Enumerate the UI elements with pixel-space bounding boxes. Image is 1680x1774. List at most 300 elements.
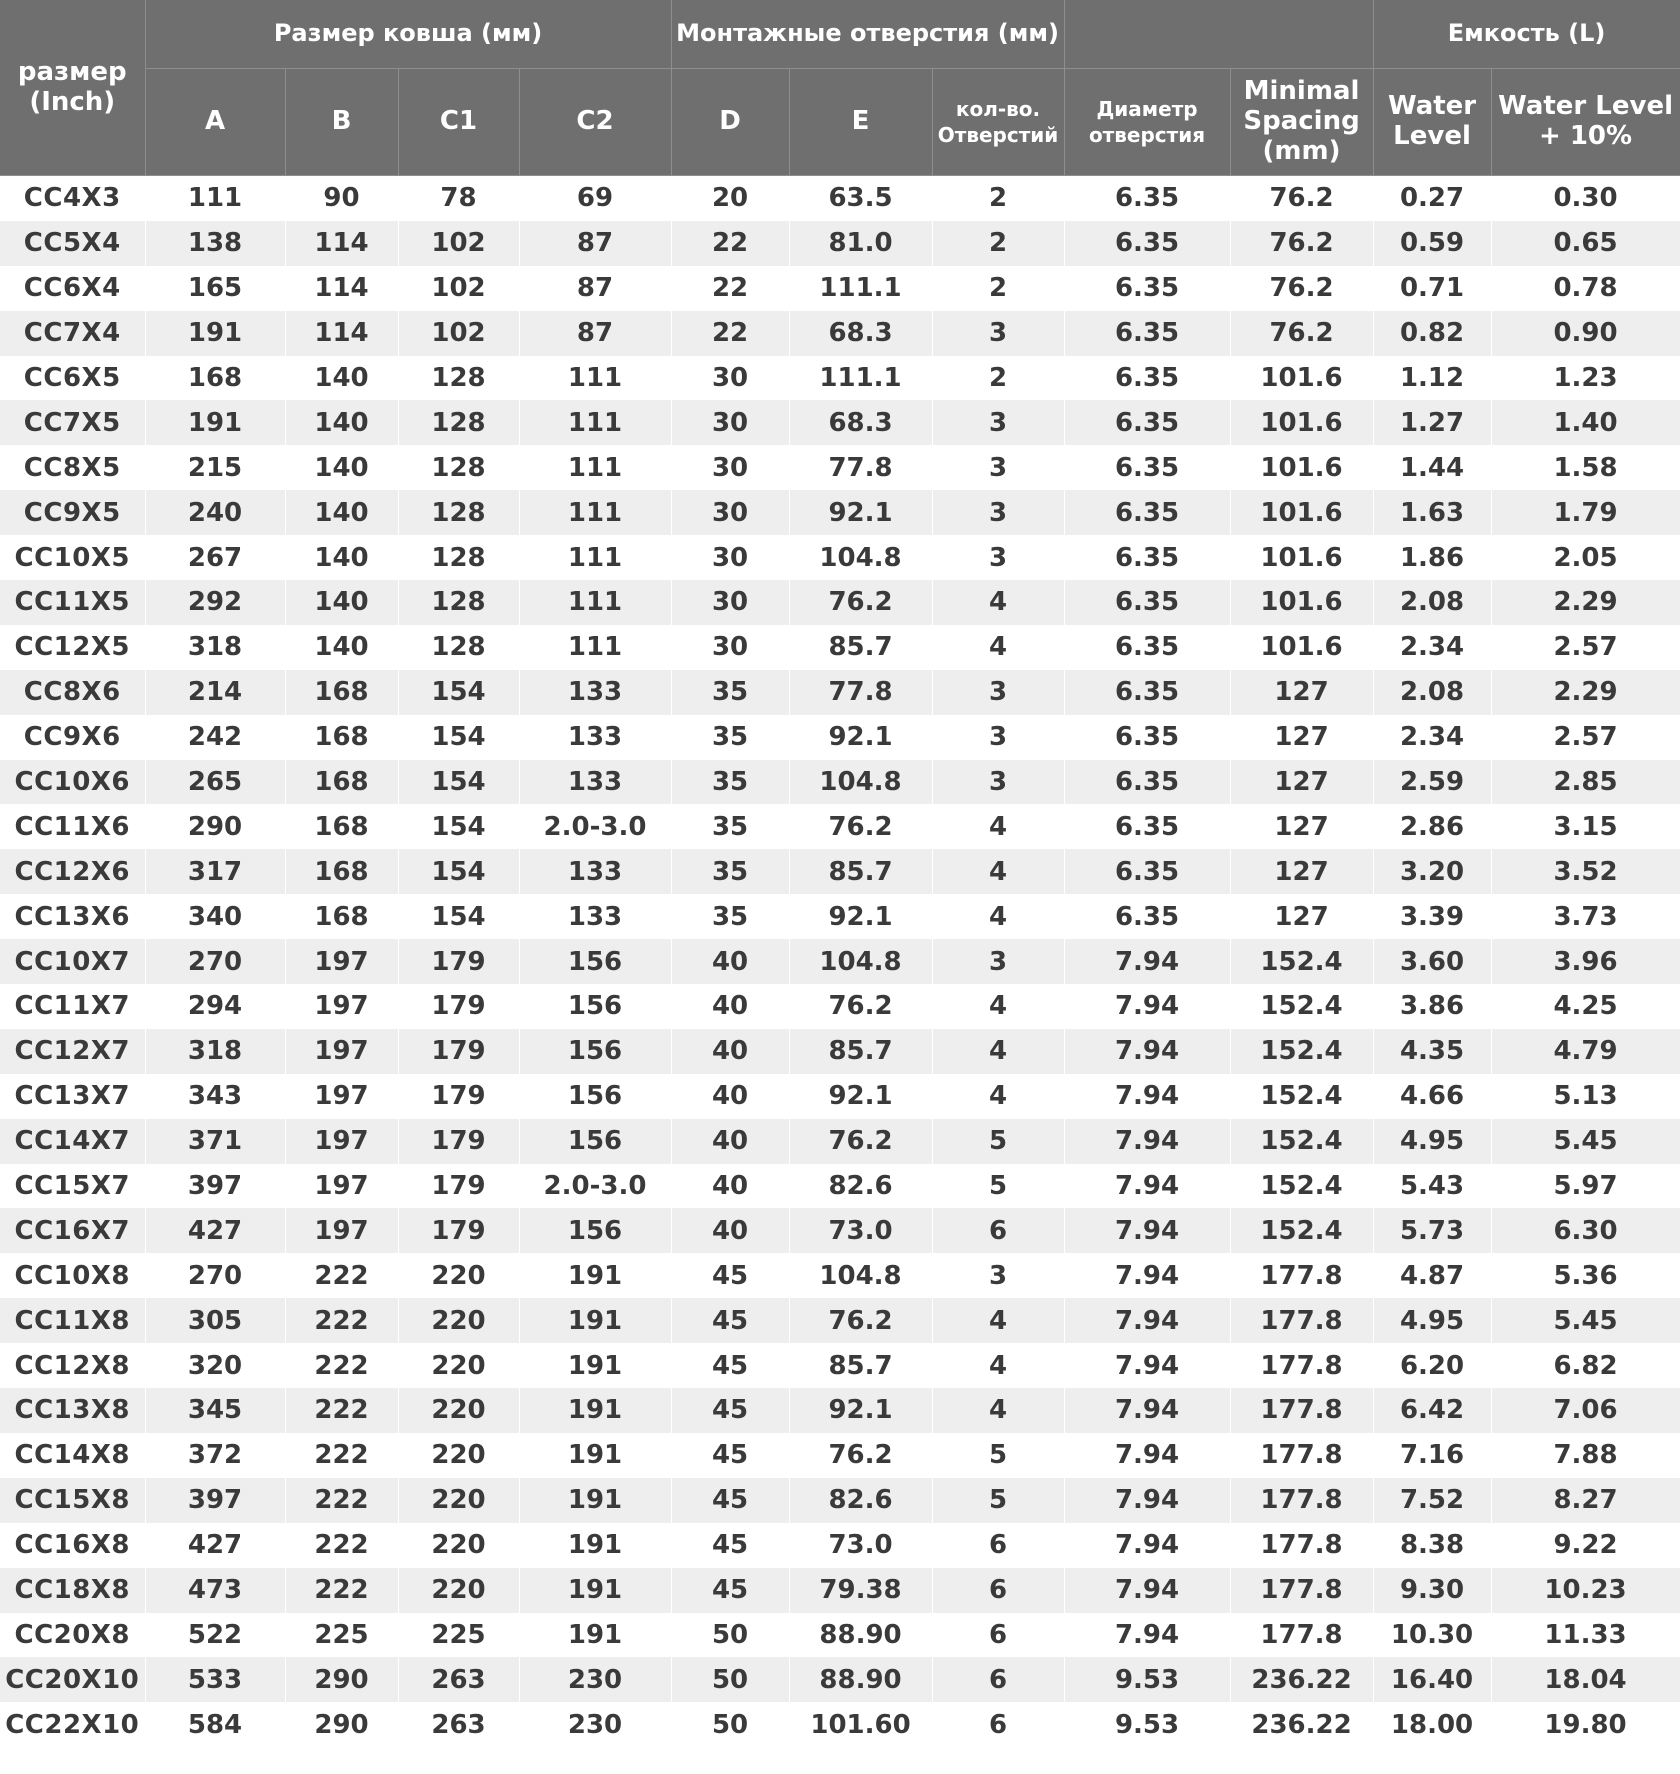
cell-hole-count: 6 (932, 1208, 1064, 1253)
cell-water-level: 2.59 (1373, 760, 1491, 805)
cell-size: CC8X6 (0, 670, 145, 715)
cell-size: CC7X4 (0, 311, 145, 356)
cell-size: CC11X5 (0, 580, 145, 625)
cell-water-level-10: 3.96 (1491, 939, 1680, 984)
table-row (0, 1568, 1680, 1613)
cell-water-level: 2.34 (1373, 625, 1491, 670)
cell-c1: 154 (398, 894, 519, 939)
table-row (0, 625, 1680, 670)
cell-hole-diameter: 6.35 (1064, 400, 1230, 445)
cell-b: 140 (285, 535, 398, 580)
cell-a: 191 (145, 311, 285, 356)
cell-d: 40 (671, 1164, 789, 1209)
cell-water-level-10: 6.82 (1491, 1343, 1680, 1388)
cell-a: 214 (145, 670, 285, 715)
cell-hole-count: 3 (932, 715, 1064, 760)
cell-e: 63.5 (789, 176, 932, 221)
cell-water-level: 3.20 (1373, 849, 1491, 894)
blank-group-header (1064, 0, 1373, 69)
cell-c1: 102 (398, 221, 519, 266)
cell-d: 35 (671, 894, 789, 939)
cell-hole-count: 3 (932, 760, 1064, 805)
cell-e: 73.0 (789, 1523, 932, 1568)
table-row (0, 1119, 1680, 1164)
cell-hole-diameter: 6.35 (1064, 625, 1230, 670)
cell-e: 104.8 (789, 760, 932, 805)
cell-hole-diameter: 6.35 (1064, 535, 1230, 580)
table-row (0, 1657, 1680, 1702)
cell-hole-count: 5 (932, 1164, 1064, 1209)
cell-min-spacing: 177.8 (1230, 1388, 1373, 1433)
cell-d: 30 (671, 535, 789, 580)
cell-c2: 191 (519, 1613, 671, 1658)
cell-e: 104.8 (789, 1253, 932, 1298)
cell-hole-diameter: 6.35 (1064, 176, 1230, 221)
table-row (0, 1253, 1680, 1298)
size-header: размер (Inch) (0, 0, 145, 176)
cell-b: 197 (285, 1074, 398, 1119)
cell-b: 168 (285, 804, 398, 849)
col-header-min-spacing: Minimal Spacing (mm) (1230, 69, 1373, 176)
cell-a: 168 (145, 356, 285, 401)
cell-c1: 102 (398, 266, 519, 311)
cell-min-spacing: 127 (1230, 849, 1373, 894)
table-row (0, 1164, 1680, 1209)
cell-min-spacing: 101.6 (1230, 625, 1373, 670)
cell-hole-count: 3 (932, 535, 1064, 580)
cell-a: 473 (145, 1568, 285, 1613)
cell-e: 104.8 (789, 535, 932, 580)
cell-min-spacing: 236.22 (1230, 1702, 1373, 1747)
cell-hole-count: 4 (932, 894, 1064, 939)
cell-size: CC12X8 (0, 1343, 145, 1388)
cell-hole-diameter: 6.35 (1064, 804, 1230, 849)
cell-min-spacing: 177.8 (1230, 1298, 1373, 1343)
cell-a: 397 (145, 1478, 285, 1523)
cell-size: CC18X8 (0, 1568, 145, 1613)
cell-d: 20 (671, 176, 789, 221)
cell-c2: 156 (519, 1029, 671, 1074)
cell-d: 45 (671, 1253, 789, 1298)
cell-water-level-10: 8.27 (1491, 1478, 1680, 1523)
cell-b: 140 (285, 356, 398, 401)
cell-hole-count: 6 (932, 1568, 1064, 1613)
cell-hole-diameter: 6.35 (1064, 670, 1230, 715)
cell-d: 35 (671, 849, 789, 894)
cell-min-spacing: 152.4 (1230, 1119, 1373, 1164)
cell-d: 50 (671, 1613, 789, 1658)
cell-d: 40 (671, 939, 789, 984)
cell-c2: 111 (519, 445, 671, 490)
cell-water-level: 9.30 (1373, 1568, 1491, 1613)
table-row (0, 760, 1680, 805)
cell-c1: 128 (398, 356, 519, 401)
cell-min-spacing: 127 (1230, 760, 1373, 805)
cell-water-level: 6.20 (1373, 1343, 1491, 1388)
cell-c1: 128 (398, 580, 519, 625)
cell-c1: 154 (398, 760, 519, 805)
cell-c2: 230 (519, 1657, 671, 1702)
cell-e: 68.3 (789, 400, 932, 445)
cell-water-level: 2.08 (1373, 670, 1491, 715)
table-row (0, 984, 1680, 1029)
cell-c1: 220 (398, 1253, 519, 1298)
cell-size: CC11X6 (0, 804, 145, 849)
cell-c2: 2.0-3.0 (519, 804, 671, 849)
cell-d: 35 (671, 760, 789, 805)
cell-water-level: 0.82 (1373, 311, 1491, 356)
cell-hole-diameter: 6.35 (1064, 445, 1230, 490)
cell-c2: 191 (519, 1478, 671, 1523)
table-row (0, 1613, 1680, 1658)
cell-c1: 128 (398, 400, 519, 445)
cell-hole-diameter: 7.94 (1064, 939, 1230, 984)
cell-size: CC20X8 (0, 1613, 145, 1658)
cell-water-level-10: 0.65 (1491, 221, 1680, 266)
cell-c1: 225 (398, 1613, 519, 1658)
col-header-c2: C2 (519, 69, 671, 176)
cell-d: 30 (671, 490, 789, 535)
cell-min-spacing: 101.6 (1230, 356, 1373, 401)
cell-d: 45 (671, 1478, 789, 1523)
table-row (0, 1074, 1680, 1119)
cell-water-level-10: 2.29 (1491, 580, 1680, 625)
cell-a: 242 (145, 715, 285, 760)
table-row (0, 1388, 1680, 1433)
cell-min-spacing: 177.8 (1230, 1343, 1373, 1388)
table-row (0, 580, 1680, 625)
cell-size: CC10X5 (0, 535, 145, 580)
cell-d: 45 (671, 1343, 789, 1388)
cell-c1: 179 (398, 1208, 519, 1253)
cell-c1: 220 (398, 1568, 519, 1613)
cell-water-level: 3.39 (1373, 894, 1491, 939)
cell-b: 90 (285, 176, 398, 221)
mounting-holes-group-header: Монтажные отверстия (мм) (671, 0, 1064, 69)
cell-e: 88.90 (789, 1613, 932, 1658)
col-header-water-level-10: Water Level + 10% (1491, 69, 1680, 176)
cell-hole-count: 6 (932, 1702, 1064, 1747)
cell-hole-count: 4 (932, 580, 1064, 625)
cell-min-spacing: 127 (1230, 715, 1373, 760)
cell-hole-diameter: 7.94 (1064, 1568, 1230, 1613)
cell-hole-diameter: 7.94 (1064, 1164, 1230, 1209)
cell-e: 92.1 (789, 894, 932, 939)
cell-d: 30 (671, 580, 789, 625)
cell-b: 197 (285, 1119, 398, 1164)
cell-min-spacing: 152.4 (1230, 1074, 1373, 1119)
cell-water-level: 1.12 (1373, 356, 1491, 401)
cell-a: 215 (145, 445, 285, 490)
cell-a: 345 (145, 1388, 285, 1433)
cell-c1: 102 (398, 311, 519, 356)
cell-size: CC11X8 (0, 1298, 145, 1343)
cell-water-level-10: 2.57 (1491, 715, 1680, 760)
cell-hole-diameter: 7.94 (1064, 1613, 1230, 1658)
cell-min-spacing: 101.6 (1230, 400, 1373, 445)
cell-c1: 128 (398, 625, 519, 670)
cell-size: CC12X5 (0, 625, 145, 670)
cell-e: 111.1 (789, 266, 932, 311)
cell-c2: 191 (519, 1253, 671, 1298)
cell-c1: 263 (398, 1702, 519, 1747)
cell-hole-count: 4 (932, 1298, 1064, 1343)
cell-c2: 111 (519, 400, 671, 445)
cell-hole-diameter: 6.35 (1064, 760, 1230, 805)
cell-water-level-10: 5.13 (1491, 1074, 1680, 1119)
cell-water-level-10: 4.79 (1491, 1029, 1680, 1074)
cell-a: 533 (145, 1657, 285, 1702)
cell-c2: 156 (519, 1074, 671, 1119)
cell-size: CC9X6 (0, 715, 145, 760)
cell-min-spacing: 177.8 (1230, 1253, 1373, 1298)
cell-hole-diameter: 9.53 (1064, 1702, 1230, 1747)
cell-a: 397 (145, 1164, 285, 1209)
cell-hole-diameter: 9.53 (1064, 1657, 1230, 1702)
col-header-hole-diameter: Диаметр отверстия (1064, 69, 1230, 176)
cell-size: CC12X6 (0, 849, 145, 894)
cell-size: CC5X4 (0, 221, 145, 266)
capacity-group-header: Емкость (L) (1373, 0, 1680, 69)
cell-size: CC10X7 (0, 939, 145, 984)
table-row (0, 1343, 1680, 1388)
cell-water-level-10: 1.23 (1491, 356, 1680, 401)
cell-hole-diameter: 6.35 (1064, 580, 1230, 625)
cell-b: 114 (285, 221, 398, 266)
cell-min-spacing: 76.2 (1230, 311, 1373, 356)
cell-hole-diameter: 7.94 (1064, 1253, 1230, 1298)
cell-a: 522 (145, 1613, 285, 1658)
col-header-a: A (145, 69, 285, 176)
cell-d: 35 (671, 715, 789, 760)
cell-hole-count: 5 (932, 1478, 1064, 1523)
cell-e: 77.8 (789, 445, 932, 490)
cell-a: 584 (145, 1702, 285, 1747)
cell-b: 197 (285, 939, 398, 984)
cell-hole-count: 3 (932, 400, 1064, 445)
col-header-e: E (789, 69, 932, 176)
table-row (0, 894, 1680, 939)
cell-c1: 154 (398, 670, 519, 715)
cell-water-level-10: 0.90 (1491, 311, 1680, 356)
cell-e: 76.2 (789, 580, 932, 625)
cell-a: 270 (145, 1253, 285, 1298)
cell-min-spacing: 177.8 (1230, 1568, 1373, 1613)
cell-e: 111.1 (789, 356, 932, 401)
cell-water-level: 18.00 (1373, 1702, 1491, 1747)
cell-c2: 111 (519, 490, 671, 535)
cell-water-level-10: 5.45 (1491, 1298, 1680, 1343)
cell-c2: 111 (519, 625, 671, 670)
cell-hole-diameter: 6.35 (1064, 221, 1230, 266)
cell-a: 138 (145, 221, 285, 266)
cell-size: CC4X3 (0, 176, 145, 221)
cell-water-level: 0.59 (1373, 221, 1491, 266)
cell-size: CC13X7 (0, 1074, 145, 1119)
table-row (0, 1208, 1680, 1253)
cell-b: 222 (285, 1253, 398, 1298)
cell-water-level-10: 19.80 (1491, 1702, 1680, 1747)
cell-b: 140 (285, 445, 398, 490)
col-header-water-level: Water Level (1373, 69, 1491, 176)
cell-b: 225 (285, 1613, 398, 1658)
cell-a: 318 (145, 625, 285, 670)
cell-e: 92.1 (789, 1388, 932, 1433)
cell-c2: 191 (519, 1388, 671, 1433)
cell-a: 305 (145, 1298, 285, 1343)
cell-a: 111 (145, 176, 285, 221)
cell-hole-count: 2 (932, 221, 1064, 266)
cell-e: 76.2 (789, 1433, 932, 1478)
cell-water-level-10: 1.79 (1491, 490, 1680, 535)
table-header (0, 0, 1680, 176)
cell-b: 140 (285, 625, 398, 670)
cell-b: 114 (285, 266, 398, 311)
cell-b: 168 (285, 849, 398, 894)
cell-water-level: 0.27 (1373, 176, 1491, 221)
cell-hole-diameter: 7.94 (1064, 1119, 1230, 1164)
cell-c2: 191 (519, 1343, 671, 1388)
table-row (0, 1298, 1680, 1343)
cell-hole-diameter: 6.35 (1064, 894, 1230, 939)
cell-water-level: 2.34 (1373, 715, 1491, 760)
cell-min-spacing: 76.2 (1230, 266, 1373, 311)
col-header-c1: C1 (398, 69, 519, 176)
cell-water-level: 2.08 (1373, 580, 1491, 625)
bucket-size-group-header: Размер ковша (мм) (145, 0, 671, 69)
cell-hole-diameter: 6.35 (1064, 715, 1230, 760)
cell-hole-count: 4 (932, 849, 1064, 894)
cell-c1: 128 (398, 445, 519, 490)
cell-c1: 179 (398, 1164, 519, 1209)
cell-a: 265 (145, 760, 285, 805)
cell-b: 140 (285, 580, 398, 625)
cell-c2: 2.0-3.0 (519, 1164, 671, 1209)
cell-a: 165 (145, 266, 285, 311)
cell-water-level: 2.86 (1373, 804, 1491, 849)
cell-water-level-10: 1.40 (1491, 400, 1680, 445)
cell-water-level: 16.40 (1373, 1657, 1491, 1702)
cell-a: 267 (145, 535, 285, 580)
cell-hole-count: 6 (932, 1657, 1064, 1702)
cell-b: 222 (285, 1568, 398, 1613)
table-row (0, 1478, 1680, 1523)
cell-min-spacing: 177.8 (1230, 1433, 1373, 1478)
cell-c1: 263 (398, 1657, 519, 1702)
cell-hole-diameter: 6.35 (1064, 849, 1230, 894)
table-row (0, 1523, 1680, 1568)
cell-size: CC11X7 (0, 984, 145, 1029)
cell-water-level-10: 11.33 (1491, 1613, 1680, 1658)
cell-b: 222 (285, 1433, 398, 1478)
cell-hole-count: 2 (932, 266, 1064, 311)
cell-water-level-10: 2.57 (1491, 625, 1680, 670)
cell-a: 290 (145, 804, 285, 849)
cell-min-spacing: 101.6 (1230, 490, 1373, 535)
cell-b: 222 (285, 1343, 398, 1388)
cell-size: CC10X6 (0, 760, 145, 805)
cell-water-level-10: 2.29 (1491, 670, 1680, 715)
cell-size: CC7X5 (0, 400, 145, 445)
cell-min-spacing: 127 (1230, 670, 1373, 715)
cell-c1: 220 (398, 1343, 519, 1388)
cell-hole-diameter: 6.35 (1064, 311, 1230, 356)
table-row (0, 1029, 1680, 1074)
cell-c1: 154 (398, 849, 519, 894)
table-row (0, 1433, 1680, 1478)
cell-min-spacing: 152.4 (1230, 1164, 1373, 1209)
cell-water-level: 5.73 (1373, 1208, 1491, 1253)
col-header-hole-count: кол-во. Отверстий (932, 69, 1064, 176)
cell-e: 76.2 (789, 1119, 932, 1164)
cell-c1: 179 (398, 984, 519, 1029)
cell-min-spacing: 152.4 (1230, 1208, 1373, 1253)
cell-hole-count: 4 (932, 625, 1064, 670)
cell-c2: 111 (519, 535, 671, 580)
cell-min-spacing: 177.8 (1230, 1478, 1373, 1523)
cell-b: 168 (285, 894, 398, 939)
cell-water-level: 7.16 (1373, 1433, 1491, 1478)
cell-water-level: 4.95 (1373, 1119, 1491, 1164)
cell-c1: 179 (398, 1029, 519, 1074)
cell-c2: 87 (519, 221, 671, 266)
cell-d: 35 (671, 804, 789, 849)
cell-c1: 179 (398, 1074, 519, 1119)
cell-hole-count: 3 (932, 445, 1064, 490)
cell-b: 168 (285, 715, 398, 760)
table-row (0, 1702, 1680, 1747)
cell-min-spacing: 101.6 (1230, 535, 1373, 580)
cell-a: 270 (145, 939, 285, 984)
cell-e: 92.1 (789, 490, 932, 535)
table-row (0, 266, 1680, 311)
cell-e: 82.6 (789, 1478, 932, 1523)
cell-d: 40 (671, 1074, 789, 1119)
cell-water-level: 1.86 (1373, 535, 1491, 580)
cell-water-level: 6.42 (1373, 1388, 1491, 1433)
cell-water-level-10: 18.04 (1491, 1657, 1680, 1702)
cell-hole-count: 3 (932, 670, 1064, 715)
cell-c1: 220 (398, 1388, 519, 1433)
cell-water-level-10: 7.06 (1491, 1388, 1680, 1433)
cell-b: 197 (285, 1164, 398, 1209)
table-row (0, 356, 1680, 401)
cell-water-level-10: 6.30 (1491, 1208, 1680, 1253)
cell-c1: 128 (398, 490, 519, 535)
cell-b: 140 (285, 490, 398, 535)
cell-hole-diameter: 7.94 (1064, 1343, 1230, 1388)
cell-hole-count: 4 (932, 1388, 1064, 1433)
cell-c2: 111 (519, 580, 671, 625)
cell-a: 294 (145, 984, 285, 1029)
cell-d: 45 (671, 1298, 789, 1343)
cell-c2: 87 (519, 311, 671, 356)
cell-d: 40 (671, 984, 789, 1029)
cell-water-level-10: 7.88 (1491, 1433, 1680, 1478)
cell-e: 76.2 (789, 804, 932, 849)
cell-a: 371 (145, 1119, 285, 1164)
cell-water-level-10: 5.45 (1491, 1119, 1680, 1164)
cell-water-level-10: 5.36 (1491, 1253, 1680, 1298)
cell-c1: 128 (398, 535, 519, 580)
cell-size: CC6X5 (0, 356, 145, 401)
table-row (0, 849, 1680, 894)
cell-b: 197 (285, 1029, 398, 1074)
cell-water-level-10: 2.85 (1491, 760, 1680, 805)
cell-min-spacing: 236.22 (1230, 1657, 1373, 1702)
cell-min-spacing: 152.4 (1230, 939, 1373, 984)
cell-hole-count: 3 (932, 939, 1064, 984)
